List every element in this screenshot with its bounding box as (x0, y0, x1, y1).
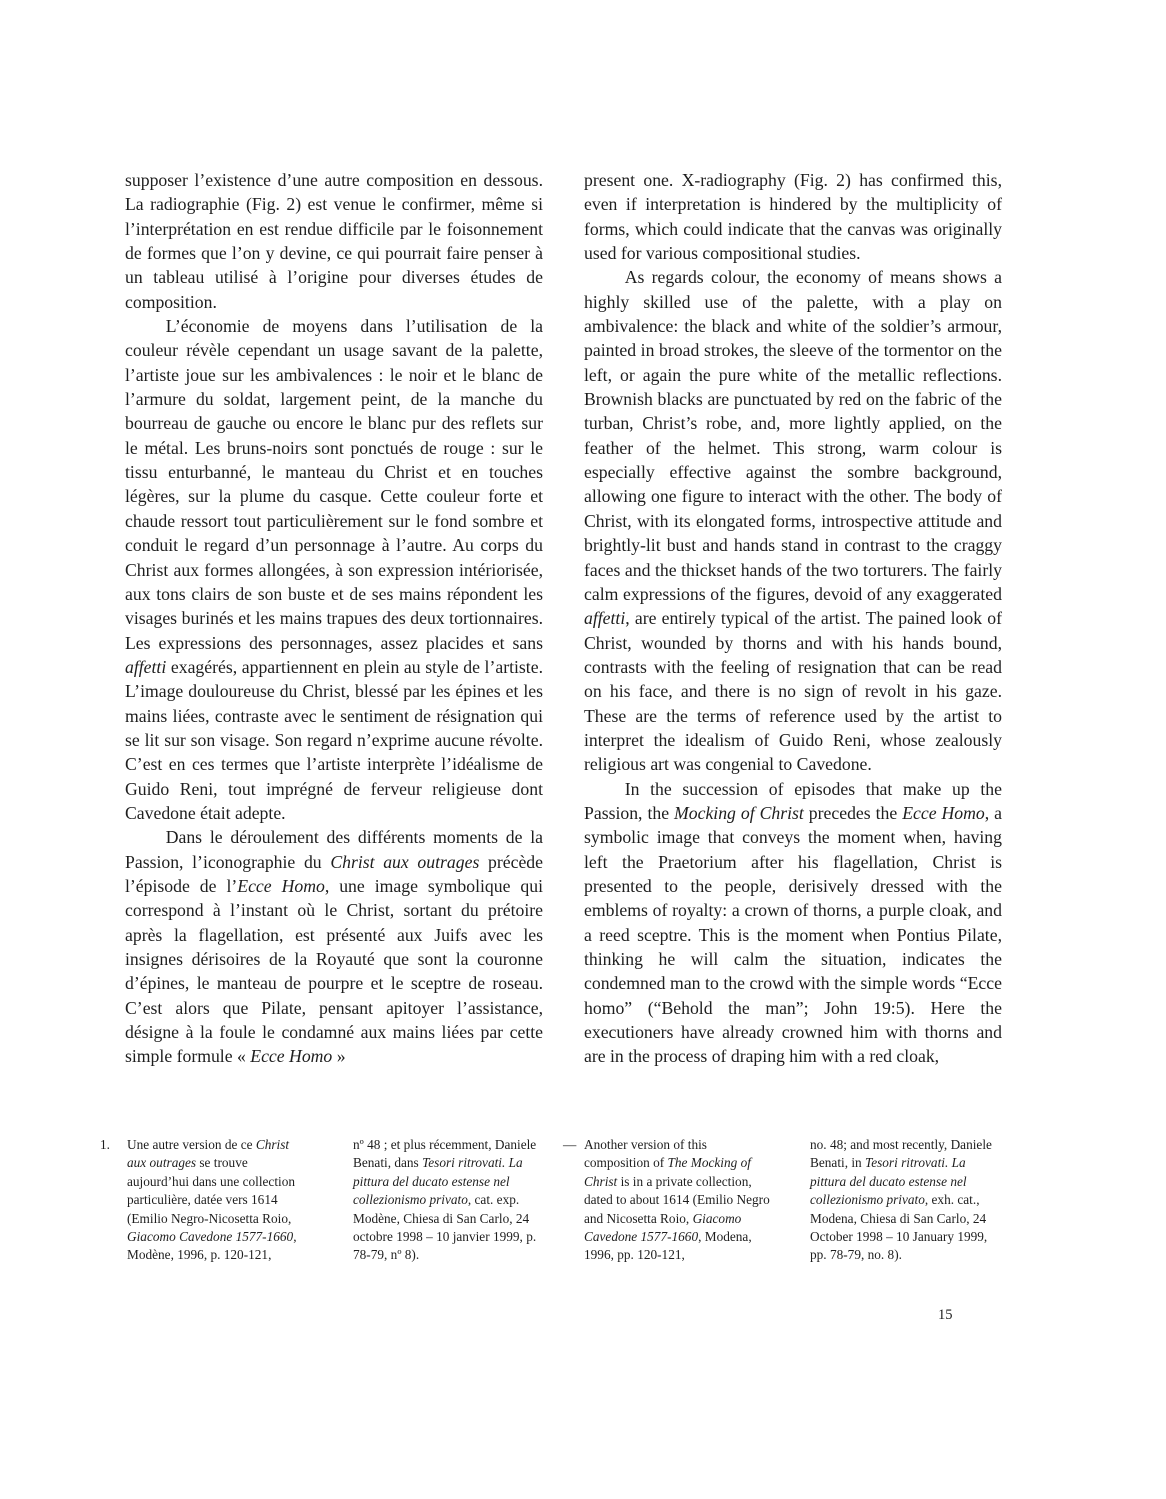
paragraph-en-1: present one. X-radiography (Fig. 2) has confirmed this, even if interpretation is hindered by the multiplicity of forms, which could indicate that the canvas was originally used for various compositional studies. (584, 170, 1002, 264)
french-column (125, 168, 543, 1069)
footnote-dash: — (563, 1137, 577, 1152)
paragraph-fr-1: supposer l’existence d’une autre composition en dessous. La radiographie (Fig. 2) est venue le confirmer, même si l’interprétation en est rendue difficile par le foisonnement de formes que l’on y devine, ce qui pourrait faire penser à un tableau utilisé à l’origine pour diverses études de composition. (125, 170, 543, 312)
paragraph-fr-3: Dans le déroulement des différents moments de la Passion, l’iconographie du Christ aux outrages précède l’épisode de l’Ecce Homo, une image symbolique qui correspond à l’instant où le Christ, sortant du prétoire après la flagellation, est présenté aux Juifs avec les insignes dérisoires de la Royauté que sont la couronne d’épines, le manteau de pourpre et le sceptre de roseau. C’est alors que Pilate, pensant apitoyer l’assistance, désigne à la foule le condamné aux mains liées par cette simple formule « Ecce Homo » (125, 827, 543, 1067)
footnote-french-part2 (353, 1136, 545, 1265)
page-number: 15 (938, 1307, 953, 1323)
footnote-english-part1 (563, 1136, 770, 1265)
paragraph-fr-2: L’économie de moyens dans l’utilisation de la couleur révèle cependant un usage savant de la palette, l’artiste joue sur les ambivalences : le noir et le blanc de l’armure du soldat, largement peint, de la manche du bourreau de gauche ou encore le blanc pur des reflets sur le métal. Les bruns-noirs sont ponctués de rouge : sur le tissu enturbanné, le manteau du Christ et en touches légères, sur la plume du casque. Cette couleur forte et chaude ressort tout particulièrement sur le fond sombre et conduit le regard d’un personnage à l’autre. Au corps du Christ aux formes allongées, à son expression intériorisée, aux tons clairs de son buste et de ses mains répondent les visages burinés et les mains trapues des deux tortionnaires. Les expressions des personnages, assez placides et sans affetti exagérés, appartiennent en plein au style de l’artiste. L’image douloureuse du Christ, blessé par les épines et les mains liées, contraste avec le sentiment de résignation qui se lit sur son visage. Son regard n’exprime aucune révolte. C’est en ces termes que l’artiste interprète l’idéalisme de Guido Reni, tout imprégné de ferveur religieuse dont Cavedone était adepte. (125, 316, 543, 823)
english-column (584, 168, 1002, 1069)
footnote-french-part1 (100, 1136, 306, 1265)
main-text (125, 168, 1002, 1069)
paragraph-en-3: In the succession of episodes that make up the Passion, the Mocking of Christ precedes the Ecce Homo, a symbolic image that conveys the moment when, having left the Praetorium after his flagellation, Christ is presented to the people, derisively dressed with the emblems of royalty: a crown of thorns, a purple cloak, and a reed sceptre. This is the moment when Pontius Pilate, thinking he will calm the situation, indicates the condemned man to the crowd with the simple words “Ecce homo” (“Behold the man”; John 19:5). Here the executioners have already crowned him with thorns and are in the process of draping him with a red cloak, (584, 778, 1003, 1067)
paragraph-en-2: As regards colour, the economy of means shows a highly skilled use of the palette, with a play on ambivalence: the black and white of the soldier’s armour, painted in broad strokes, the sleeve of the tormentor on the left, or again the pure white of the metallic reflections. Brownish blacks are punctuated by red on the fabric of the turban, Christ’s robe, and, more lightly applied, on the feather of the helmet. This strong, warm colour is especially effective against the sombre background, allowing one figure to interact with the other. The body of Christ, with its elongated forms, introspective attitude and brightly-lit bust and hands stand in contrast to the craggy faces and the thickset hands of the two torturers. The fairly calm expressions of the figures, devoid of any exaggerated affetti, are entirely typical of the artist. The pained look of Christ, wounded by thorns and with his hands bound, contrasts with the feeling of resignation that can be read on his face, and there is no sign of revolt in his gaze. These are the terms of reference used by the artist to interpret the idealism of Guido Reni, whose zealously religious art was congenial to Cavedone. (584, 267, 1002, 775)
footnote-french-text-col1: Une autre version de ce Christ aux outrages se trouve aujourd’hui dans une collection particulière, datée vers 1614 (Emilio Negro-Nicosetta Roio, Giacomo Cavedone 1577-1660, Modène, 1996, p. 120-121, (127, 1137, 297, 1263)
footnote-english-text-col1: Another version of this composition of The Mocking of Christ is in a private collection, dated to about 1614 (Emilio Negro and Nicosetta Roio, Giacomo Cavedone 1577-1660, Modena, 1996, pp. 120-121, (584, 1137, 770, 1263)
footnote-number: 1. (100, 1137, 110, 1152)
footnote-english-text-col2: no. 48; and most recently, Daniele Benati, in Tesori ritrovati. La pittura del ducato estense nel collezionismo privato, exh. cat., Modena, Chiesa di San Carlo, 24 October 1998 – 10 January 1999, pp. 78-79, no. 8). (810, 1137, 992, 1263)
footnote-english-part2 (810, 1136, 1002, 1265)
footnote-french-text-col2: nº 48 ; et plus récemment, Daniele Benati, dans Tesori ritrovati. La pittura del ducato estense nel collezionismo privato, cat. exp. Modène, Chiesa di San Carlo, 24 octobre 1998 – 10 janvier 1999, p. 78-79, nº 8). (353, 1137, 537, 1263)
